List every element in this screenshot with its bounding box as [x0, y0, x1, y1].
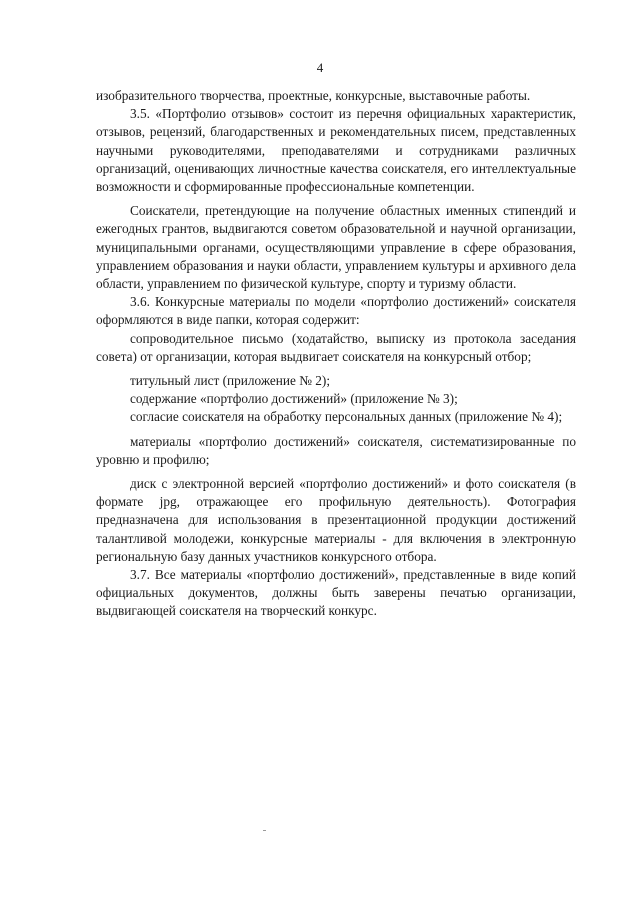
list-item-consent: согласие соискателя на обработку персональных данных (приложение № 4);	[130, 409, 563, 425]
document-body	[96, 87, 576, 621]
list-item-contents: содержание «портфолио достижений» (приложение № 3);	[130, 391, 458, 407]
scan-speck	[263, 830, 266, 831]
paragraph-continuation: изобразительного творчества, проектные, конкурсные, выставочные работы.	[96, 88, 531, 103]
page-number: 4	[316, 60, 324, 75]
paragraph-3-5: 3.5. «Портфолио отзывов» состоит из перечня официальных характеристик, отзывов, рецензий, благодарственных и рекомендательных писем, представленных научными руководителями, преподавателями и сотрудниками различных организаций, оценивающих личностные качества соискателя, его интеллектуальные возможности и сформированные профессиональные компетенции.	[96, 106, 576, 195]
paragraph-3-6: 3.6. Конкурсные материалы по модели «портфолио достижений» соискателя оформляются в виде папки, которая содержит:	[96, 294, 576, 328]
list-item-title-page: титульный лист (приложение № 2);	[130, 373, 331, 389]
list-item-materials: материалы «портфолио достижений» соискателя, систематизированные по уровню и профилю;	[96, 433, 576, 467]
paragraph-candidates: Соискатели, претендующие на получение областных именных стипендий и ежегодных грантов, выдвигаются советом образовательной и научной организации, муниципальными органами, осуществляющими управление в сфере образования, управлением образования и науки области, управлением культуры и архивного дела области, управлением по физической культуре, спорту и туризму области.	[96, 203, 576, 292]
list-item-disk: диск с электронной версией «портфолио достижений» и фото соискателя (в формате jpg, отражающее его профильную деятельность). Фотография предназначена для использования в презентационной продукции достижений талантливой молодежи, конкурсные материалы - для включения в электронную региональную базу данных участников конкурсного отбора.	[96, 476, 576, 564]
paragraph-3-7: 3.7. Все материалы «портфолио достижений», представленные в виде копий официальных документов, должны быть заверены печатью организации, выдвигающей соискателя на творческий конкурс.	[96, 567, 576, 619]
list-item-cover-letter: сопроводительное письмо (ходатайство, выписку из протокола заседания совета) от организации, которая выдвигает соискателя на конкурсный отбор;	[96, 330, 576, 364]
